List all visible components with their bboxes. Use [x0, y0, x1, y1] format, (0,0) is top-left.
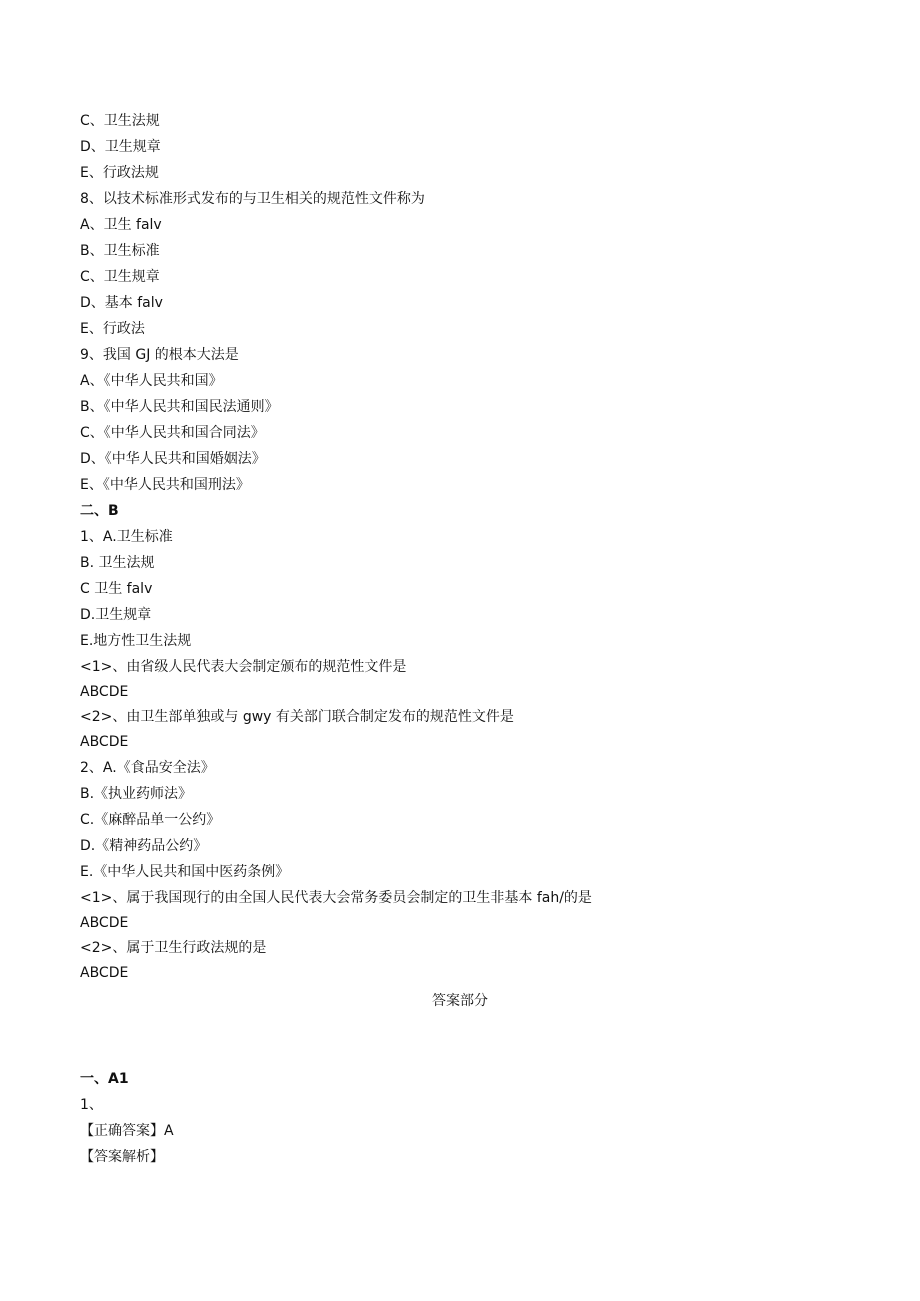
document-content [80, 108, 840, 1170]
option-line: C、卫生规章 [80, 269, 160, 285]
answer-explanation-line: 【答案解析】 [80, 1149, 164, 1165]
answer-list [80, 1092, 840, 1170]
answer-part-title: 答案部分 [432, 993, 488, 1009]
option-line: E、《中华人民共和国刑法》 [80, 477, 250, 493]
option-line: A、《中华人民共和国》 [80, 373, 223, 389]
option-line: C、《中华人民共和国合同法》 [80, 425, 265, 441]
answer-choices-line: ABCDE [80, 684, 129, 700]
option-line: E、行政法规 [80, 165, 159, 181]
option-line: B.《执业药师法》 [80, 786, 193, 802]
answer-choices-line: ABCDE [80, 915, 129, 931]
option-line: D、卫生规章 [80, 139, 161, 155]
option-line: C 卫生 falv [80, 581, 153, 597]
sub-question-line: <2>、由卫生部单独或与 gwy 有关部门联合制定发布的规范性文件是 [80, 709, 514, 725]
option-line: A、卫生 falv [80, 217, 162, 233]
option-line: E.《中华人民共和国中医药条例》 [80, 864, 290, 880]
answer-choices-line: ABCDE [80, 965, 129, 981]
option-line: B、卫生标准 [80, 243, 160, 259]
question-line: 8、以技术标准形式发布的与卫生相关的规范性文件称为 [80, 191, 425, 207]
correct-answer-line: 【正确答案】A [80, 1123, 174, 1139]
sub-question-line: <2>、属于卫生行政法规的是 [80, 940, 267, 956]
spacer [80, 1014, 840, 1066]
option-line: D、基本 falv [80, 295, 163, 311]
sub-question-line: <1>、属于我国现行的由全国人民代表大会常务委员会制定的卫生非基本 fah/的是 [80, 890, 592, 906]
question-line: 2、A.《食品安全法》 [80, 760, 215, 776]
question-list-section-b [80, 524, 840, 986]
question-list-part1 [80, 108, 840, 498]
option-line: C.《麻醉品单一公约》 [80, 812, 221, 828]
option-line: C、卫生法规 [80, 113, 160, 129]
option-line: E.地方性卫生法规 [80, 633, 192, 649]
option-line: D、《中华人民共和国婚姻法》 [80, 451, 266, 467]
option-line: B. 卫生法规 [80, 555, 155, 571]
option-line: D.卫生规章 [80, 607, 152, 623]
question-line: 9、我国 GJ 的根本大法是 [80, 347, 239, 363]
option-line: D.《精神药品公约》 [80, 838, 208, 854]
question-line: 1、A.卫生标准 [80, 529, 173, 545]
option-line: E、行政法 [80, 321, 145, 337]
answer-number-line: 1、 [80, 1097, 103, 1113]
option-line: B、《中华人民共和国民法通则》 [80, 399, 279, 415]
answer-section-heading: 一、A1 [80, 1071, 129, 1087]
answer-choices-line: ABCDE [80, 734, 129, 750]
section-heading-b: 二、B [80, 503, 119, 519]
sub-question-line: <1>、由省级人民代表大会制定颁布的规范性文件是 [80, 659, 407, 675]
